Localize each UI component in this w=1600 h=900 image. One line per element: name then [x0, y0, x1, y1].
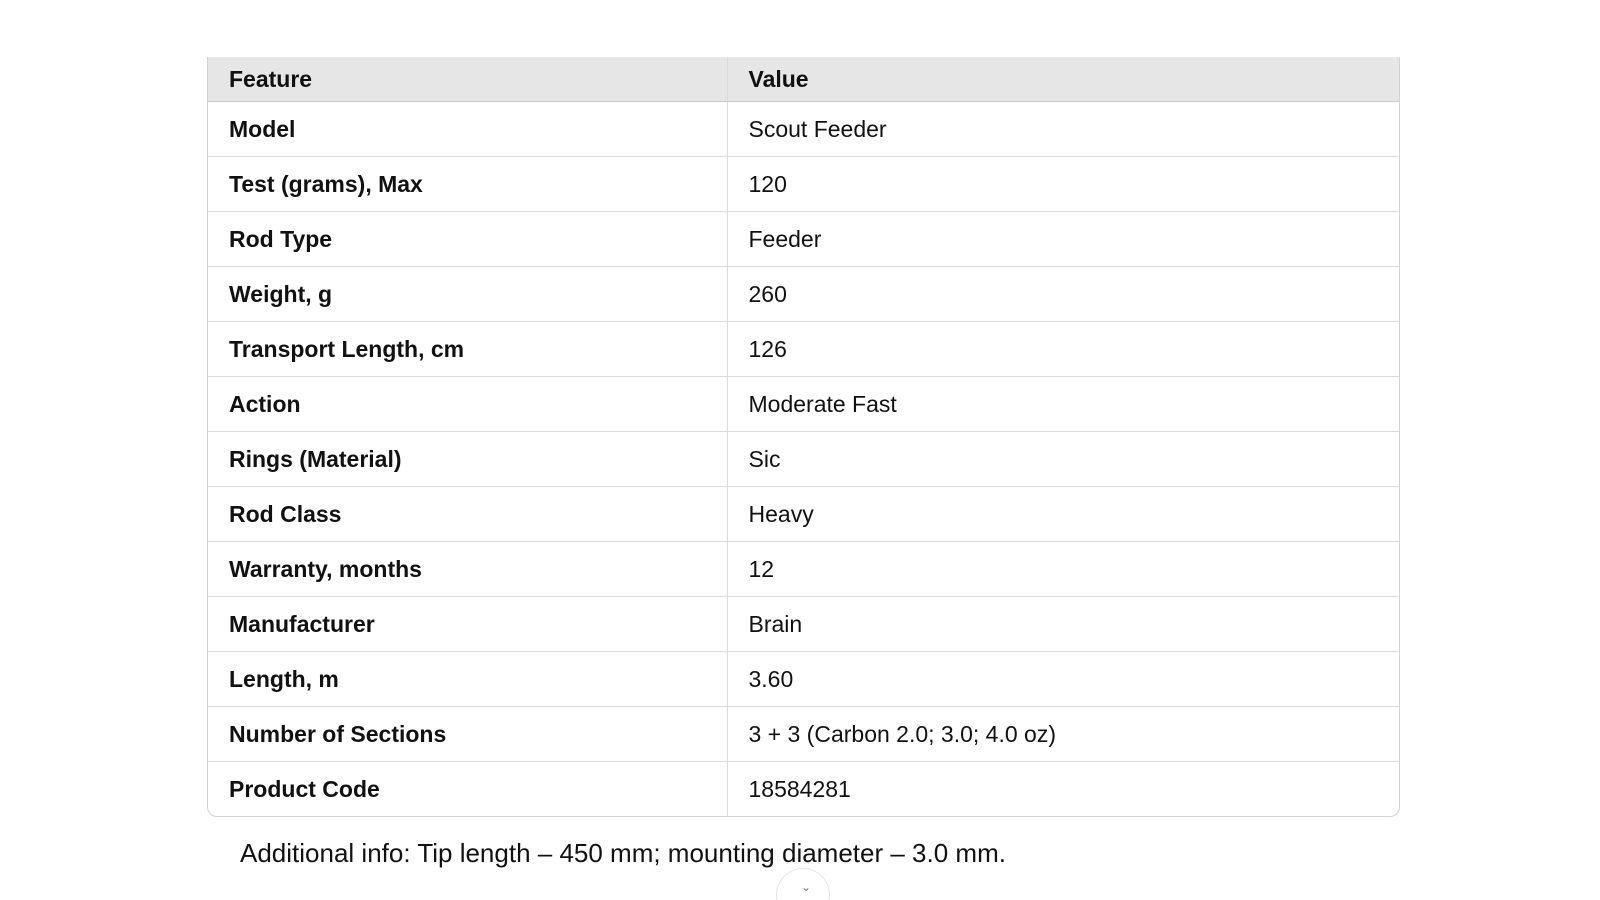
table-header-row — [208, 57, 1399, 102]
feature-cell: Rod Class — [208, 487, 727, 542]
spec-table-container — [207, 57, 1400, 817]
value-cell: Sic — [727, 432, 1399, 487]
feature-cell: Rings (Material) — [208, 432, 727, 487]
value-cell: 3.60 — [727, 652, 1399, 707]
table-row — [208, 267, 1399, 322]
feature-cell: Action — [208, 377, 727, 432]
value-cell: Moderate Fast — [727, 377, 1399, 432]
value-cell: 3 + 3 (Carbon 2.0; 3.0; 4.0 oz) — [727, 707, 1399, 762]
chevron-down-icon: ⌄ — [801, 880, 812, 894]
additional-info-text: Additional info: Tip length – 450 mm; mounting diameter – 3.0 mm. — [240, 838, 1006, 868]
table-row — [208, 377, 1399, 432]
value-cell: 260 — [727, 267, 1399, 322]
value-cell: Scout Feeder — [727, 102, 1399, 157]
table-row — [208, 542, 1399, 597]
feature-cell: Manufacturer — [208, 597, 727, 652]
value-cell: 126 — [727, 322, 1399, 377]
scroll-down-button[interactable] — [776, 868, 830, 900]
feature-cell: Model — [208, 102, 727, 157]
feature-cell: Rod Type — [208, 212, 727, 267]
table-row — [208, 652, 1399, 707]
table-row — [208, 597, 1399, 652]
feature-cell: Weight, g — [208, 267, 727, 322]
table-row — [208, 487, 1399, 542]
column-header-value: Value — [727, 57, 1399, 102]
table-row — [208, 157, 1399, 212]
value-cell: Feeder — [727, 212, 1399, 267]
column-header-feature: Feature — [208, 57, 727, 102]
feature-cell: Number of Sections — [208, 707, 727, 762]
feature-cell: Length, m — [208, 652, 727, 707]
table-row — [208, 322, 1399, 377]
table-row — [208, 432, 1399, 487]
value-cell: 12 — [727, 542, 1399, 597]
value-cell: Heavy — [727, 487, 1399, 542]
table-row — [208, 102, 1399, 157]
feature-cell: Transport Length, cm — [208, 322, 727, 377]
table-row — [208, 707, 1399, 762]
table-row — [208, 762, 1399, 817]
value-cell: 120 — [727, 157, 1399, 212]
value-cell: 18584281 — [748, 775, 851, 802]
table-row — [208, 212, 1399, 267]
feature-cell: Test (grams), Max — [208, 157, 727, 212]
value-cell: Brain — [727, 597, 1399, 652]
feature-cell: Product Code — [208, 762, 727, 817]
feature-cell: Warranty, months — [208, 542, 727, 597]
spec-table — [208, 57, 1399, 816]
